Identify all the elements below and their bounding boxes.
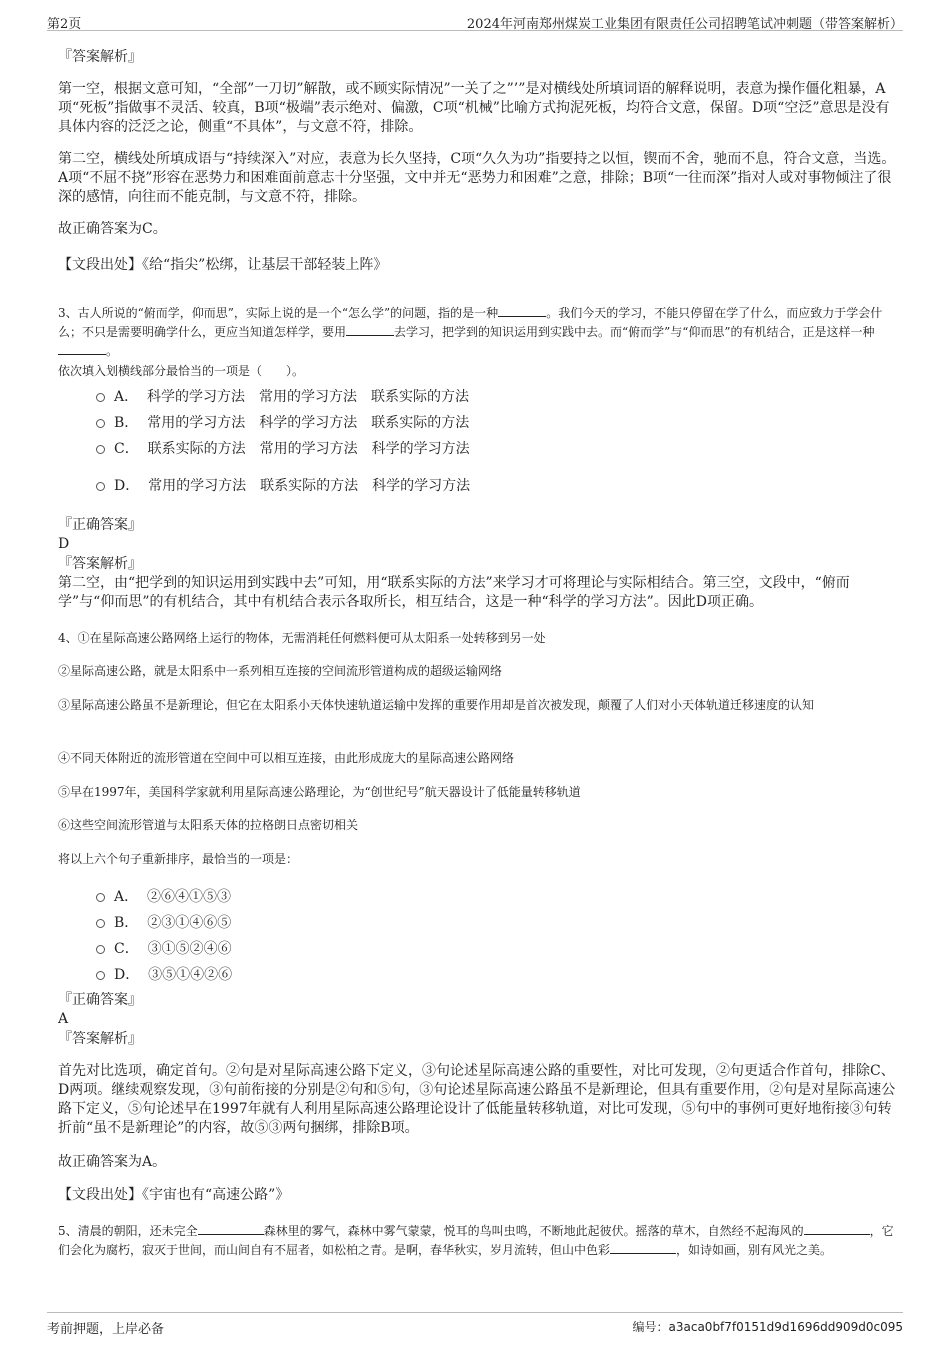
q3-option-b-key: B． (114, 415, 139, 431)
q4-option-a[interactable] (96, 886, 231, 906)
radio-icon[interactable] (96, 393, 105, 402)
q4-answer: A (58, 1011, 69, 1027)
q3-analysis: 第二空，由“把学到的知识运用到实践中去”可知，用“联系实际的方法”来学习才可将理论与实际相结合。第三空，文段中，“俯而学”与“仰而思”的有机结合，其中有机结合表示各取所长，相互结合，这是一种“科学的学习方法”。因此D项正确。 (58, 575, 850, 610)
q3-option-b-text: 常用的学习方法 科学的学习方法 联系实际的方法 (147, 415, 470, 431)
q3-analysis-label: 『答案解析』 (58, 556, 142, 572)
q5-blank-2 (804, 1222, 870, 1235)
page-number: 第2页 (47, 17, 82, 32)
radio-icon[interactable] (96, 445, 105, 454)
q3-answer-label: 『正确答案』 (58, 517, 142, 533)
q3-prompt: 依次填入划横线部分最恰当的一项是（ ）。 (58, 364, 305, 378)
q3-option-a-text: 科学的学习方法 常用的学习方法 联系实际的方法 (147, 389, 470, 405)
radio-icon[interactable] (96, 482, 105, 491)
q3-blank-3 (58, 342, 106, 355)
q3-option-c-text: 联系实际的方法 常用的学习方法 科学的学习方法 (147, 441, 470, 457)
q3-answer: D (58, 536, 70, 552)
radio-icon[interactable] (96, 919, 105, 928)
q3-stem-part-d: 。 (106, 344, 119, 358)
q4-option-d[interactable] (96, 964, 232, 984)
q4-option-a-key: A． (114, 889, 139, 905)
q4-analysis: 首先对比选项，确定首句。②句是对星际高速公路下定义，③句论述星际高速公路的重要性，对比可发现，②句更适合作首句，排除C、D两项。继续观察发现，③句前衔接的分别是②句和⑤句，③句论述星际高速公路虽不是新理论，但具有重要作用，②句是对星际高速公路下定义，⑤句论述早在1997年就有人利用星际高速公路理论设计了低能量转移轨道，对比可发现，⑤句中的事例可更好地衔接③句转折前“虽不是新理论”的内容，故⑤③两句捆绑，排除B项。 (58, 1063, 896, 1136)
q5-blank-1 (198, 1222, 264, 1235)
q3-option-a[interactable] (96, 386, 469, 406)
q4-option-c-text: ③①⑤②④⑥ (147, 941, 232, 957)
q3-stem-part-a: 3、古人所说的“俯而学，仰而思”，实际上说的是一个“怎么学”的问题，指的是一种 (58, 306, 499, 320)
q5-stem-part-d: ，如诗如画，别有风光之美。 (676, 1243, 833, 1257)
q4-prompt: 将以上六个句子重新排序，最恰当的一项是： (58, 852, 299, 866)
q4-sentence-3: ③星际高速公路虽不是新理论，但它在太阳系小天体快速轨道运输中发挥的重要作用却是首次被发现，颠覆了人们对小天体轨道迁移速度的认知 (58, 698, 815, 712)
q4-option-b[interactable] (96, 912, 231, 932)
q5-stem-part-a: 5、清晨的朝阳，还未完全 (58, 1224, 198, 1238)
q4-sentence-2: ②星际高速公路，就是太阳系中一系列相互连接的空间流形管道构成的超级运输网络 (58, 664, 503, 678)
document-title: 2024年河南郑州煤炭工业集团有限责任公司招聘笔试冲刺题（带答案解析） (466, 17, 903, 32)
q3-option-d-text: 常用的学习方法 联系实际的方法 科学的学习方法 (148, 478, 471, 494)
radio-icon[interactable] (96, 419, 105, 428)
q3-option-c-key: C． (114, 441, 139, 457)
q4-answer-label: 『正确答案』 (58, 992, 142, 1008)
q3-option-c[interactable] (96, 438, 470, 458)
q3-option-a-key: A． (114, 389, 139, 405)
q3-option-d-key: D． (114, 478, 140, 494)
q2-analysis-label: 『答案解析』 (58, 49, 142, 65)
document-id: 编号：a3aca0bf7f0151d9d1696dd909d0c095 (632, 1320, 903, 1334)
q4-sentence-6: ⑥这些空间流形管道与太阳系天体的拉格朗日点密切相关 (58, 818, 359, 832)
page-footer (47, 1312, 903, 1335)
q4-sentence-5: ⑤早在1997年，美国科学家就利用星际高速公路理论，为“创世纪号”航天器设计了低能量转移轨道 (58, 785, 581, 799)
q3-blank-2 (346, 323, 394, 336)
q3-option-d[interactable] (96, 475, 470, 495)
q2-conclusion: 故正确答案为C。 (58, 221, 167, 237)
q4-option-c[interactable] (96, 938, 232, 958)
q3-stem (58, 304, 896, 361)
page-header (47, 8, 903, 31)
q2-analysis-para2: 第二空，横线处所填成语与“持续深入”对应，表意为长久坚持，C项“久久为功”指要持之以恒，锲而不舍，驰而不息，符合文意，当选。A项“不屈不挠”形容在恶势力和困难面前意志十分坚强，文中并无“恶势力和困难”之意，排除；B项“一往而深”指对人或对事物倾注了很深的感情，向往而不能克制，与文意不符，排除。 (58, 151, 896, 205)
q2-source: 【文段出处】《给“指尖”松绑，让基层干部轻装上阵》 (58, 257, 388, 273)
q4-option-c-key: C． (114, 941, 139, 957)
q5-stem-part-b: 森林里的雾气，森林中雾气蒙蒙，悦耳的鸟叫虫鸣，不断地此起彼伏。摇落的草木，自然经不起海风的 (263, 1224, 804, 1238)
q4-sentence-1: 4、①在星际高速公路网络上运行的物体，无需消耗任何燃料便可从太阳系一处转移到另一处 (58, 631, 546, 645)
q4-analysis-label: 『答案解析』 (58, 1031, 142, 1047)
q3-stem-part-b: 。我们今天的学习，不能只停留在学了什么，而应致力于学会什么；不只是需要明确学什么，更应当知道怎样学，要用 (58, 306, 883, 339)
radio-icon[interactable] (96, 893, 105, 902)
radio-icon[interactable] (96, 971, 105, 980)
q2-analysis-para1: 第一空，根据文意可知，“全部”一刀切”解散，或不顾实际情况”一关了之”’”是对横线处所填词语的解释说明，表意为操作僵化粗暴，A项“死板”指做事不灵活、较真，B项“极端”表示绝对、偏激，C项“机械”比喻方式拘泥死板，均符合文意，保留。D项“空泛”意思是没有具体内容的泛泛之论，侧重“不具体”，与文意不符，排除。 (58, 81, 890, 135)
q5-stem-part-c: ，它们会化为腐朽，寂灭于世间，而山间自有不屈者，如松柏之青。是啊，春华秋实，岁月流转，但山中色彩 (58, 1224, 894, 1257)
footer-slogan: 考前押题，上岸必备 (47, 1322, 165, 1337)
q4-conclusion: 故正确答案为A。 (58, 1154, 167, 1170)
radio-icon[interactable] (96, 945, 105, 954)
q3-option-b[interactable] (96, 412, 469, 432)
q4-option-d-text: ③⑤①④②⑥ (148, 967, 233, 983)
q5-stem (58, 1222, 896, 1260)
q4-source: 【文段出处】《宇宙也有“高速公路”》 (58, 1187, 290, 1203)
q5-blank-3 (610, 1241, 676, 1254)
q4-option-b-text: ②③①④⑥⑤ (147, 915, 232, 931)
q3-blank-1 (498, 304, 546, 317)
q4-sentence-4: ④不同天体附近的流形管道在空间中可以相互连接，由此形成庞大的星际高速公路网络 (58, 751, 515, 765)
q4-option-d-key: D． (114, 967, 140, 983)
q4-option-b-key: B． (114, 915, 139, 931)
q4-option-a-text: ②⑥④①⑤③ (147, 889, 232, 905)
q3-stem-part-c: 去学习，把学到的知识运用到实践中去。而“俯而学”与“仰而思”的有机结合，正是这样一种 (394, 325, 875, 339)
